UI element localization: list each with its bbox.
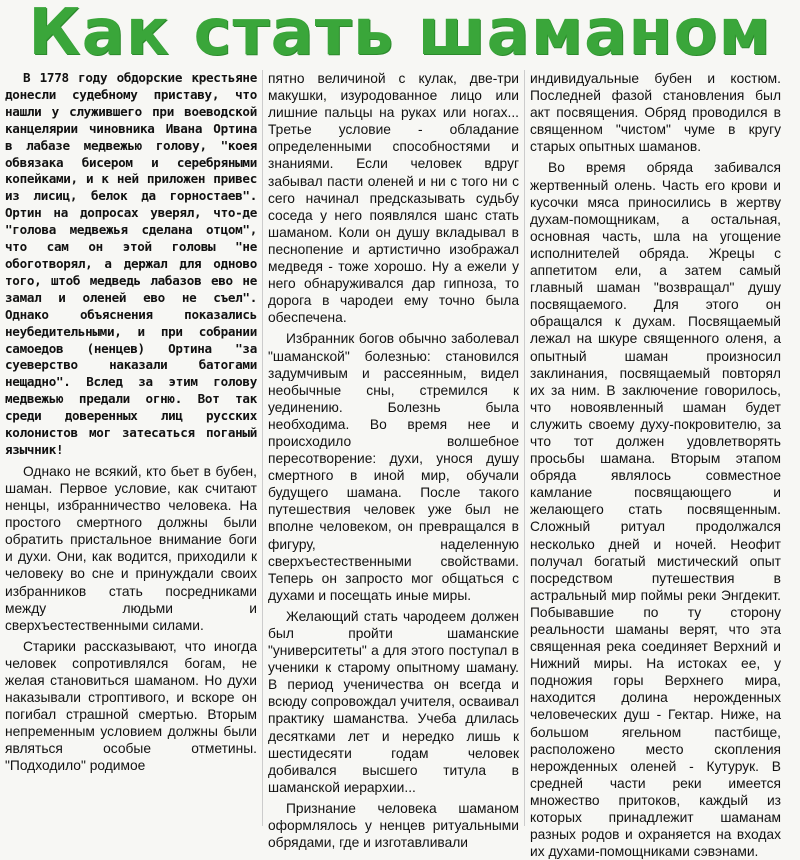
paragraph: Избранник богов обычно заболевал "шаманской" болезнью: становился задумчивым и рассеянным, видел необычные сны, стремился к уединению. Болезнь была необходима. Во время нее и происходило волшебное пересотворение: духи, унося душу смертного в иной мир, обучали будущего шамана. После такого путешествия человек уже был не вполне человеком, он превращался в фигуру, наделенную сверхъестественными свойствами. Теперь он запросто мог общаться с духами и посещать иные миры. [268, 331, 519, 603]
paragraph: индивидуальные бубен и костюм. Последней фазой становления был акт посвящения. Обряд проводился в священном "чистом" чуме в кругу старых опытных шаманов. [530, 71, 781, 155]
paragraph: Во время обряда забивался жертвенный олень. Часть его крови и кусочки мяса приносились в жертву духам-помощникам, а остальная, основная часть, шла на угощение исполнителей обряда. Жрецы с аппетитом ели, а затем самый главный шаман "возвращал" душу посвящаемого. Для этого он обращался к духам. Посвящаемый лежал на шкуре священного оленя, а опытный шаман произносил заклинания, посвящаемый повторял их за ним. В заключение говорилось, что новоявленный шаман будет служить своему духу-покровителю, за что тот должен удовлетворять просьбы шамана. Вторым этапом обряда являлось совместное камлание посвящающего и желающего стать посвященным. Сложный ритуал продолжался несколько дней и ночей. Неофит получал богатый мистический опыт посредством путешествия в астральный мир поймы реки Энгдекит. Побывавшие по ту сторону реальности шаманы верят, что эта священная река соединяет Верхний и Нижний миры. На истоках ее, у подножия горы Верхнего мира, находится долина нерожденных человеческих душ - Гектар. Ниже, на большом ягельном пастбище, расположено место скопления нерожденных оленей - Кутурук. В средней части реки имеется множество притоков, каждый из которых принадлежит шаманам разных родов и охраняется на входах их духами-помощниками сэвэнами. [530, 160, 781, 860]
column-3 [524, 70, 786, 860]
paragraph: Старики рассказывают, что иногда человек сопротивлялся богам, не желая становиться шаманом. Но духи наказывали строптивого, и вскоре он погибал страшной смертью. Вторым непременным условием должны были являться особые отметины. "Подходило" родимое [5, 638, 257, 774]
lead-paragraph: В 1778 году обдорские крестьяне донесли судебному приставу, что нашли у служившего при воеводской канцелярии чиновника Ивана Ортина в лабазе медвежью голову, "коея обвязака бисером и серебряными копейками, и к ней приложен привес из лисиц, белок да горностаев". Ортин на допросах уверял, что-де "голова медвежья сделана отцом", что сам он этой головы "не обоготворял, а держал для одново того, штоб медведь лабазов ево не замал и оленей ево не съел". Однако объяснения показались неубедительными, и при собрании самоедов (ненцев) Ортина "за суеверство наказали батогами нещадно". Вслед за этим голову медвежью предали огню. Вот так среди доверенных лиц русских колонистов мог затесаться поганый язычник! [5, 70, 257, 457]
paragraph: Желающий стать чародеем должен был пройти шаманские "университеты" а для этого поступал в ученики к старому опытному шаману. В период ученичества он всегда и всюду сопровождал учителя, осваивал практику шаманства. Учеба длилась десятками лет и нередко лишь к шестидесяти годам человек добивался высшего титула в шаманской иерархии... [268, 608, 519, 795]
column-1 [0, 70, 262, 826]
paragraph: Однако не всякий, кто бьет в бубен, шаман. Первое условие, как считают ненцы, избранничество человека. На простого смертного должны были обратить пристальное внимание боги и духи. Они, как водится, приходили к человеку во сне и принуждали своих избранников стать посредниками между людьми и сверхъестественными силами. [5, 463, 257, 633]
paragraph: Признание человека шаманом оформлялось у ненцев ритуальными обрядами, где и изготавливали [268, 800, 519, 851]
column-2 [262, 70, 524, 851]
article-columns [0, 70, 800, 860]
paragraph: пятно величиной с кулак, две-три макушки, изуродованное лицо или лишние пальцы на руках или ногах... Третье условие - обладание определенными способностями и знаниями. Если человек вдруг забывал пасти оленей и ни с того ни с сего начинал предсказывать судьбу соседа у него появлялся шанс стать шаманом. Коли он душу вкладывал в песнопение и артистично изображал медведя - тоже хорошо. Ну а ежели у него обнаруживался дар гипноза, то дорога в чародеи ему точно была обеспечена. [268, 71, 519, 326]
headline: Как стать шаманом [28, 0, 772, 70]
